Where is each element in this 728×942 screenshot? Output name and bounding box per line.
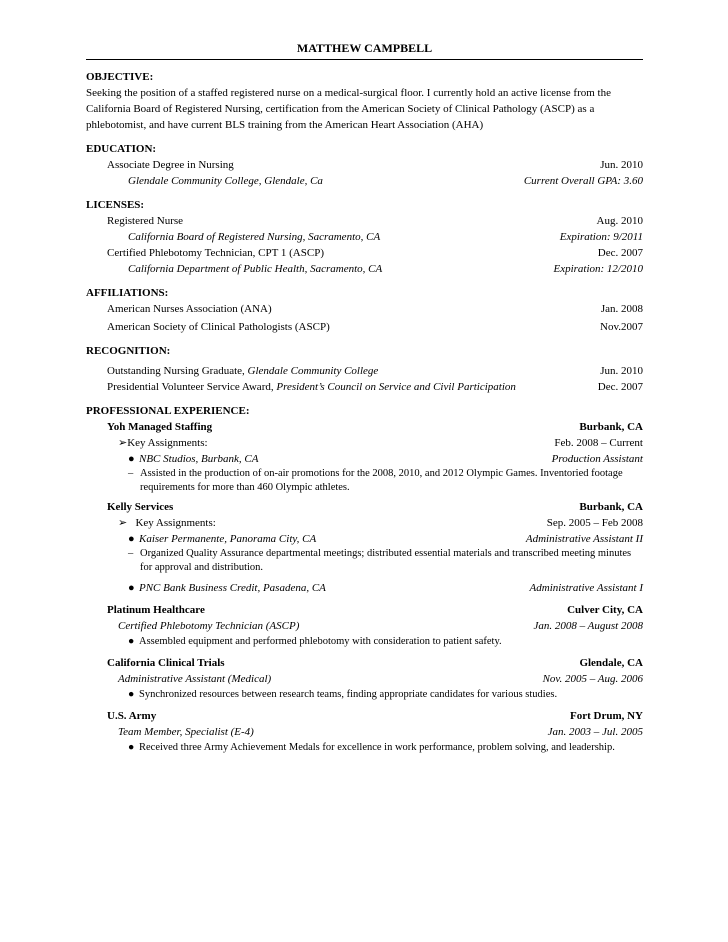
- assignment-role: Administrative Assistant II: [525, 533, 643, 545]
- recognition-row: [86, 363, 643, 379]
- job-detail: [86, 634, 643, 650]
- job-title: Administrative Assistant (Medical): [118, 673, 272, 685]
- bullet-icon: ●: [128, 636, 135, 647]
- job-detail-text: Assembled equipment and performed phlebotomy with consideration to patient safety.: [139, 636, 502, 647]
- affiliations-heading: AFFILIATIONS:: [86, 287, 169, 299]
- job-header: [86, 419, 643, 435]
- assignment-detail-text: Assisted in the production of on-air promotions for the 2008, 2010, and 2012 Olympic Games. Inventoried footage requirements for more than 460 Olympic athletes.: [140, 468, 623, 493]
- recognition-award-by: Glendale Community College: [247, 365, 379, 377]
- bullet-icon: ●: [128, 453, 135, 465]
- assignment-detail: [86, 547, 643, 575]
- job-title: Certified Phlebotomy Technician (ASCP): [118, 620, 300, 632]
- job-company: California Clinical Trials: [107, 657, 225, 669]
- job-title-row: [86, 618, 643, 634]
- job-detail-text: Received three Army Achievement Medals for excellence in work performance, problem solving, and leadership.: [139, 742, 615, 753]
- job-company: Yoh Managed Staffing: [107, 421, 213, 433]
- recognition-row: [86, 379, 643, 395]
- education-school: Glendale Community College, Glendale, Ca: [128, 175, 323, 187]
- license-issuer: California Board of Registered Nursing, Sacramento, CA: [128, 231, 381, 243]
- recognition-award: [107, 363, 378, 379]
- license-row: [86, 245, 643, 261]
- recognition-award-title: Outstanding Nursing Graduate,: [107, 365, 248, 377]
- license-issuer-row: [86, 229, 643, 245]
- key-assignments-row: [86, 515, 643, 531]
- job-title-row: [86, 724, 643, 740]
- job-company: Platinum Healthcare: [107, 604, 205, 616]
- recognition-date: Jun. 2010: [600, 365, 643, 377]
- job-detail: [86, 740, 643, 755]
- affiliation-row: [86, 319, 643, 335]
- assignment-name: NBC Studios, Burbank, CA: [139, 453, 259, 465]
- key-assignments-label: ➢Key Assignments:: [118, 437, 208, 449]
- bullet-icon: ●: [128, 689, 135, 700]
- key-assignments-dates: Sep. 2005 – Feb 2008: [546, 517, 643, 529]
- recognition-award: [107, 379, 516, 395]
- job-company: U.S. Army: [107, 710, 157, 722]
- job-header: [86, 655, 643, 671]
- job-dates: Jan. 2008 – August 2008: [533, 620, 643, 632]
- assignment-detail: [86, 467, 643, 495]
- recognition-award-by: President’s Council on Service and Civil Participation: [276, 381, 516, 393]
- license-title: Registered Nurse: [107, 215, 184, 227]
- assignment-row: [86, 531, 643, 547]
- job-detail-text: Synchronized resources between research teams, finding appropriate candidates for various studies.: [139, 689, 558, 700]
- job-header: [86, 708, 643, 724]
- assignment-name: PNC Bank Business Credit, Pasadena, CA: [139, 582, 326, 594]
- assignment-role: Administrative Assistant I: [529, 582, 643, 594]
- affiliation-name: American Society of Clinical Pathologists (ASCP): [107, 321, 330, 333]
- assignment-detail-text: Organized Quality Assurance departmental meetings; distributed essential materials and transcribed meeting minutes for approval and distribution.: [140, 548, 632, 573]
- assignment-role: Production Assistant: [551, 453, 643, 465]
- license-title: Certified Phlebotomy Technician, CPT 1 (ASCP): [107, 247, 324, 259]
- education-degree: Associate Degree in Nursing: [107, 159, 234, 171]
- bullet-icon: ●: [128, 533, 135, 545]
- job-location: Glendale, CA: [579, 657, 643, 669]
- education-degree-row: [86, 157, 643, 173]
- education-heading: EDUCATION:: [86, 143, 157, 155]
- job-dates: Nov. 2005 – Aug. 2006: [542, 673, 643, 685]
- job-location: Burbank, CA: [579, 421, 643, 433]
- license-date: Dec. 2007: [597, 247, 643, 259]
- key-assignments-row: [86, 435, 643, 451]
- education-school-row: [86, 173, 643, 189]
- license-issuer-row: [86, 261, 643, 277]
- affiliation-name: American Nurses Association (ANA): [107, 303, 272, 315]
- job-title: Team Member, Specialist (E-4): [118, 726, 254, 738]
- license-expiration: Expiration: 9/2011: [559, 231, 643, 243]
- affiliation-date: Nov.2007: [600, 321, 643, 333]
- affiliation-date: Jan. 2008: [600, 303, 643, 315]
- recognition-award-title: Presidential Volunteer Service Award,: [107, 381, 277, 393]
- dash-icon: –: [128, 548, 134, 559]
- key-assignments-dates: Feb. 2008 – Current: [554, 437, 643, 449]
- license-expiration: Expiration: 12/2010: [553, 263, 643, 275]
- assignment-name: Kaiser Permanente, Panorama City, CA: [139, 533, 317, 545]
- resume-name: MATTHEW CAMPBELL: [296, 41, 433, 55]
- key-assignments-label: ➢ Key Assignments:: [118, 517, 216, 529]
- bullet-icon: ●: [128, 582, 135, 594]
- job-header: [86, 499, 643, 515]
- recognition-date: Dec. 2007: [597, 381, 643, 393]
- affiliation-row: [86, 301, 643, 317]
- job-location: Fort Drum, NY: [569, 710, 643, 722]
- objective-text: Seeking the position of a staffed registered nurse on a medical-surgical floor. I currently hold an active license from the California Board of Registered Nursing, certification from the American Society of Clinical Pathology (ASCP) as a phlebotomist, and have current BLS training from the American Heart Association (AHA): [86, 87, 611, 131]
- education-degree-date: Jun. 2010: [600, 159, 643, 171]
- job-header: [86, 602, 643, 618]
- experience-heading: PROFESSIONAL EXPERIENCE:: [86, 405, 250, 417]
- license-issuer: California Department of Public Health, Sacramento, CA: [128, 263, 383, 275]
- job-dates: Jan. 2003 – Jul. 2005: [547, 726, 643, 738]
- recognition-heading: RECOGNITION:: [86, 345, 171, 357]
- education-gpa: Current Overall GPA: 3.60: [523, 175, 643, 187]
- resume-page: [86, 40, 643, 755]
- job-location: Burbank, CA: [579, 501, 643, 513]
- assignment-row: [86, 451, 643, 467]
- job-location: Culver City, CA: [567, 604, 643, 616]
- header-rule: [86, 59, 643, 60]
- bullet-icon: ●: [128, 742, 135, 753]
- job-detail: [86, 687, 643, 703]
- job-title-row: [86, 671, 643, 687]
- dash-icon: –: [128, 468, 134, 479]
- licenses-heading: LICENSES:: [86, 199, 145, 211]
- objective-heading: OBJECTIVE:: [86, 71, 154, 83]
- assignment-row: [86, 580, 643, 596]
- license-date: Aug. 2010: [596, 215, 643, 227]
- license-row: [86, 213, 643, 229]
- job-company: Kelly Services: [107, 501, 174, 513]
